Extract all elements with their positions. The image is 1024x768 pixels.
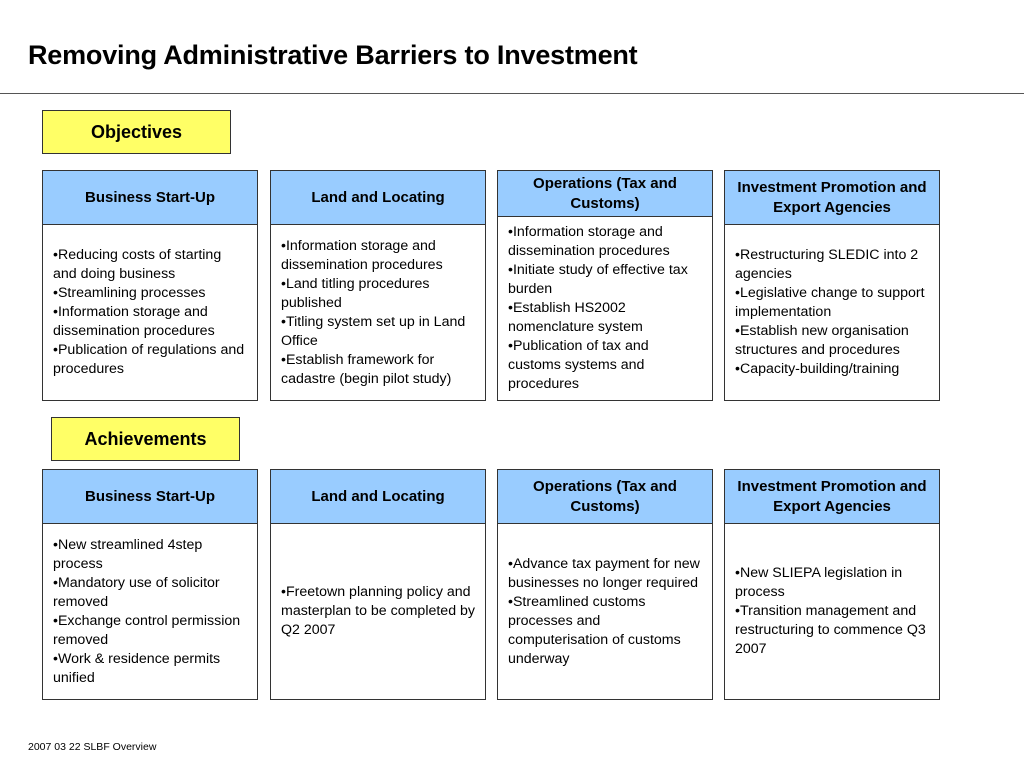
objective-card-business-start-up [42,170,258,401]
bullet-item: • Transition management and restructuring to commence Q3 2007 [735,602,929,659]
footer-text: 2007 03 22 SLBF Overview [28,741,157,753]
bullet-list [508,223,702,394]
bullet-item: • Information storage and dissemination procedures [281,237,475,275]
card-body [725,524,939,699]
bullet-list [281,237,475,389]
card-body [498,217,712,400]
bullet-list [508,555,702,669]
bullet-item: • Titling system set up in Land Office [281,313,475,351]
card-heading: Business Start-Up [43,470,257,524]
bullet-item: • Mandatory use of solicitor removed [53,574,247,612]
page-title: Removing Administrative Barriers to Investment [28,40,638,70]
bullet-item: • Reducing costs of starting and doing business [53,246,247,284]
card-heading: Operations (Tax and Customs) [498,470,712,524]
card-body [43,524,257,699]
card-heading: Land and Locating [271,171,485,225]
bullet-list [281,583,475,640]
achievement-card-operations [497,469,713,700]
card-body [725,225,939,400]
card-body [498,524,712,699]
bullet-list [53,246,247,379]
bullet-item: • Establish HS2002 nomenclature system [508,299,702,337]
card-heading: Investment Promotion and Export Agencies [725,470,939,524]
card-heading: Investment Promotion and Export Agencies [725,171,939,225]
card-body [271,524,485,699]
bullet-item: • New SLIEPA legislation in process [735,564,929,602]
bullet-item: • Legislative change to support implementation [735,284,929,322]
card-heading: Land and Locating [271,470,485,524]
bullet-item: • Publication of tax and customs systems and procedures [508,337,702,394]
achievement-card-business-start-up [42,469,258,700]
bullet-item: • Land titling procedures published [281,275,475,313]
objective-card-investment-promotion [724,170,940,401]
bullet-item: • Initiate study of effective tax burden [508,261,702,299]
bullet-item: • Freetown planning policy and masterplan to be completed by Q2 2007 [281,583,475,640]
card-heading: Operations (Tax and Customs) [498,171,712,217]
objectives-label: Objectives [42,110,231,154]
objective-card-land-and-locating [270,170,486,401]
bullet-list [53,536,247,688]
objective-card-operations [497,170,713,401]
bullet-item: • Capacity-building/training [735,360,929,379]
bullet-list [735,564,929,659]
bullet-item: • Streamlined customs processes and computerisation of customs underway [508,593,702,669]
bullet-item: • Advance tax payment for new businesses no longer required [508,555,702,593]
bullet-item: • Information storage and dissemination procedures [508,223,702,261]
bullet-list [735,246,929,379]
achievement-card-investment-promotion [724,469,940,700]
card-heading: Business Start-Up [43,171,257,225]
bullet-item: • Publication of regulations and procedures [53,341,247,379]
bullet-item: • Streamlining processes [53,284,247,303]
bullet-item: • New streamlined 4step process [53,536,247,574]
bullet-item: • Exchange control permission removed [53,612,247,650]
bullet-item: • Information storage and dissemination procedures [53,303,247,341]
card-body [271,225,485,400]
bullet-item: • Establish new organisation structures and procedures [735,322,929,360]
title-divider [0,93,1024,94]
achievements-label: Achievements [51,417,240,461]
achievement-card-land-and-locating [270,469,486,700]
card-body [43,225,257,400]
bullet-item: • Work & residence permits unified [53,650,247,688]
bullet-item: • Restructuring SLEDIC into 2 agencies [735,246,929,284]
bullet-item: • Establish framework for cadastre (begin pilot study) [281,351,475,389]
